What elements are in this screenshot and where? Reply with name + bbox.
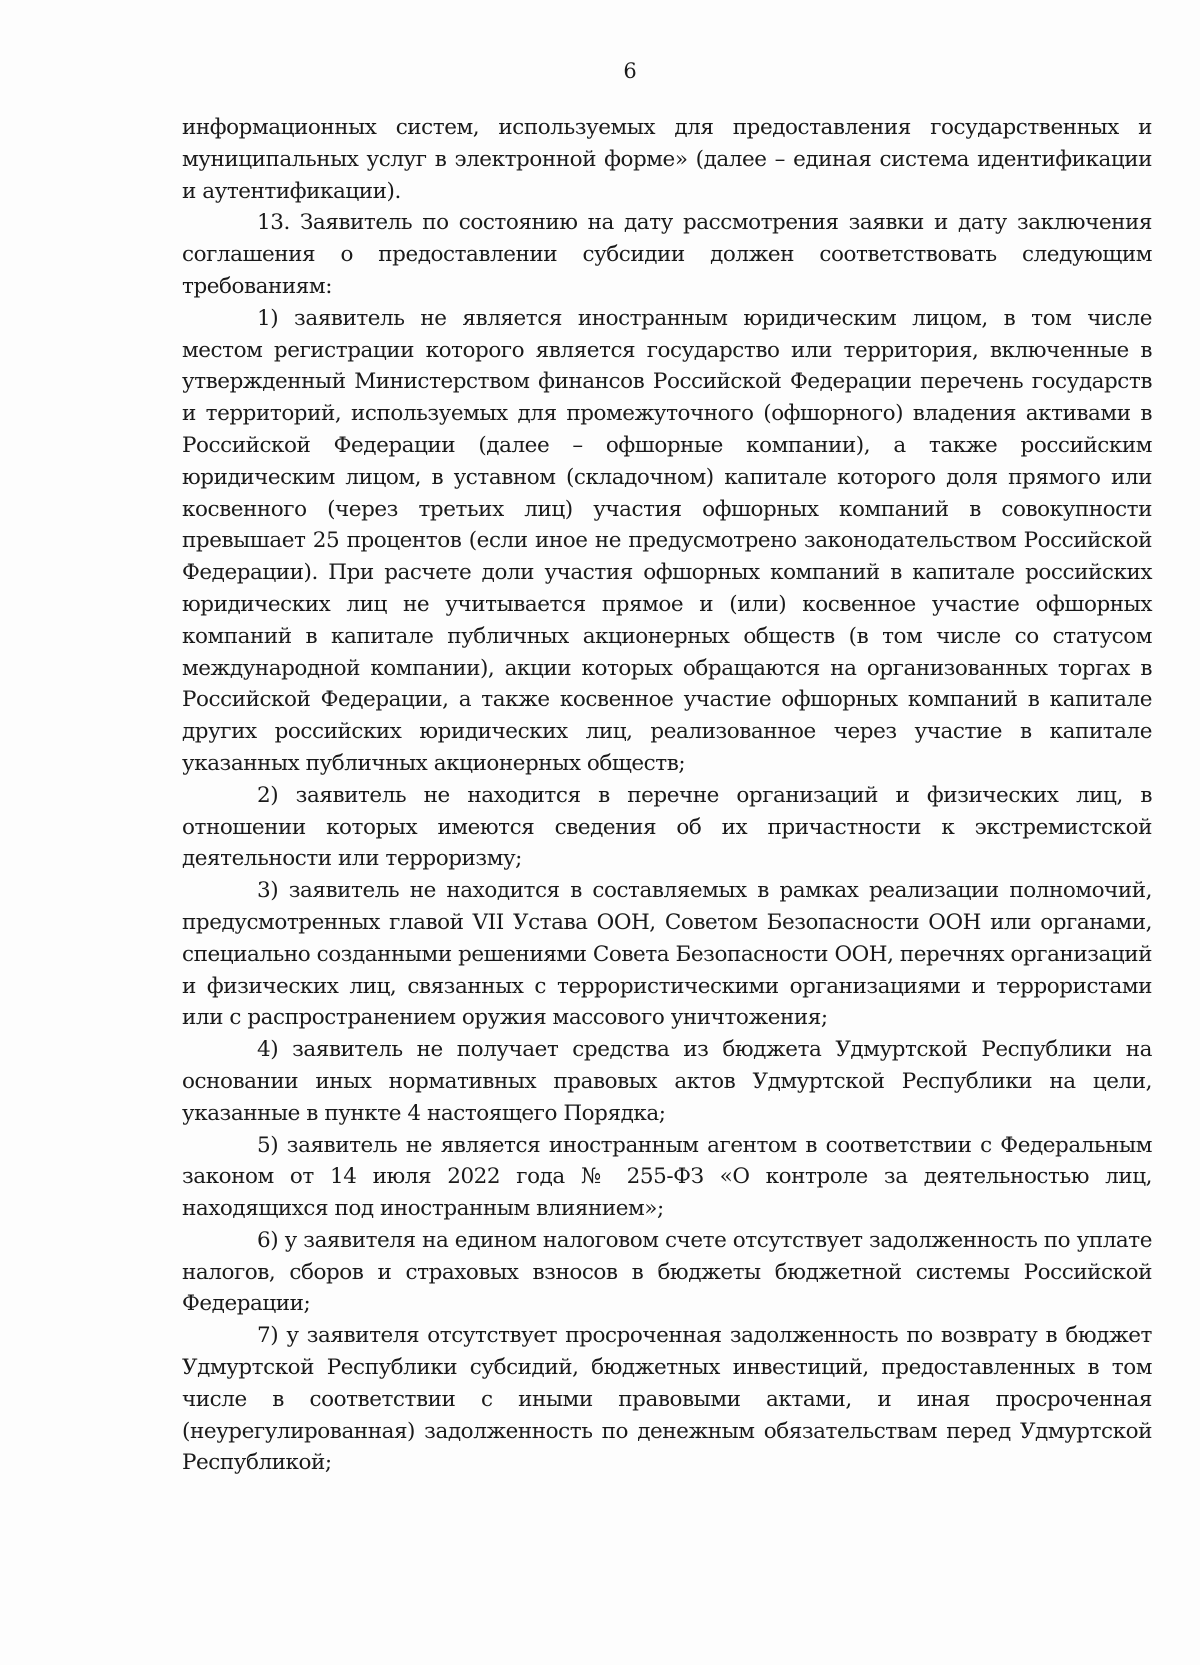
- paragraph-subitem-1: 1) заявитель не является иностранным юридическим лицом, в том числе местом регистрации которого является государство или территория, включенные в утвержденный Министерством финансов Российской Федерации перечень государств и территорий, используемых для промежуточного (офшорного) владения активами в Российской Федерации (далее – офшорные компании), а также российским юридическим лицом, в уставном (складочном) капитале которого доля прямого или косвенного (через третьих лиц) участия офшорных компаний в совокупности превышает 25 процентов (если иное не предусмотрено законодательством Российской Федерации). При расчете доли участия офшорных компаний в капитале российских юридических лиц не учитывается прямое и (или) косвенное участие офшорных компаний в капитале публичных акционерных обществ (в том числе со статусом международной компании), акции которых обращаются на организованных торгах в Российской Федерации, а также косвенное участие офшорных компаний в капитале других российских юридических лиц, реализованное через участие в капитале указанных публичных акционерных обществ;: [182, 305, 1152, 776]
- paragraph-subitem-6: 6) у заявителя на едином налоговом счете отсутствует задолженность по уплате налогов, сборов и страховых взносов в бюджеты бюджетной системы Российской Федерации;: [182, 1227, 1152, 1317]
- document-body: [182, 112, 1152, 1479]
- page-number: 6: [623, 59, 637, 83]
- paragraph-subitem-4: 4) заявитель не получает средства из бюджета Удмуртской Республики на основании иных нормативных правовых актов Удмуртской Республики на цели, указанные в пункте 4 настоящего Порядка;: [182, 1037, 1152, 1126]
- paragraph-subitem-3: 3) заявитель не находится в составляемых в рамках реализации полномочий, предусмотренных главой VII Устава ООН, Советом Безопасности ООН или органами, специально созданными решениями Совета Безопасности ООН, перечнях организаций и физических лиц, связанных с террористическими организациями и террористами или с распространением оружия массового уничтожения;: [182, 878, 1152, 1031]
- paragraph-continuation: информационных систем, используемых для предоставления государственных и муниципальных услуг в электронной форме» (далее – единая система идентификации и аутентификации).: [182, 115, 1152, 204]
- paragraph-item-13: 13. Заявитель по состоянию на дату рассмотрения заявки и дату заключения соглашения о предоставлении субсидии должен соответствовать следующим требованиям:: [182, 210, 1152, 299]
- paragraph-subitem-5: 5) заявитель не является иностранным агентом в соответствии с Федеральным законом от 14 июля 2022 года № 255-ФЗ «О контроле за деятельностью лиц, находящихся под иностранным влиянием»;: [182, 1132, 1152, 1222]
- paragraph-subitem-7: 7) у заявителя отсутствует просроченная задолженность по возврату в бюджет Удмуртской Республики субсидий, бюджетных инвестиций, предоставленных в том числе в соответствии с иными правовыми актами, и иная просроченная (неурегулированная) задолженность по денежным обязательствам перед Удмуртской Республикой;: [182, 1323, 1152, 1476]
- paragraph-subitem-2: 2) заявитель не находится в перечне организаций и физических лиц, в отношении которых имеются сведения об их причастности к экстремистской деятельности или терроризму;: [182, 782, 1152, 872]
